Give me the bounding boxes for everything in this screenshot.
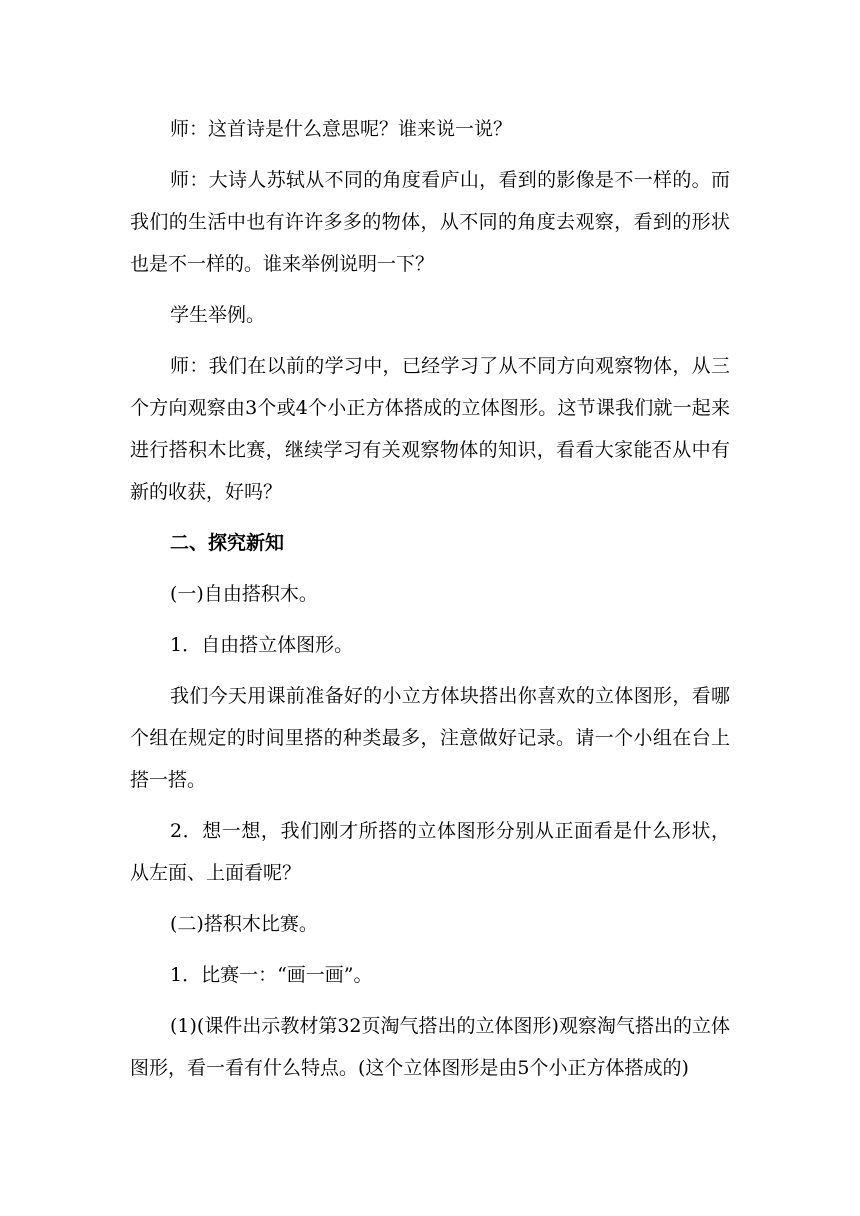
item-contest-one: 1．比赛一：“画一画”。 <box>170 964 373 986</box>
subheading-building-contest: (二)搭积木比赛。 <box>170 913 318 935</box>
paragraph-observe-figure: (1)(课件出示教材第32页淘气搭出的立体图形)观察淘气搭出的立体图形，看一看有什么特点。(这个立体图形是由5个小正方体搭成的) <box>130 1015 730 1079</box>
paragraph-teacher-introduction: 师：我们在以前的学习中，已经学习了从不同方向观察物体，从三个方向观察由3个或4个小正方体搭成的立体图形。这节课我们就一起来进行搭积木比赛，继续学习有关观察物体的知识，看看大家能否从中有新的收获，好吗？ <box>130 355 730 503</box>
document-page <box>130 108 730 1098</box>
item-free-build-shapes: 1．自由搭立体图形。 <box>170 634 354 656</box>
paragraph-build-instructions: 我们今天用课前准备好的小立方体块搭出你喜欢的立体图形，看哪个组在规定的时间里搭的种类最多，注意做好记录。请一个小组在台上搭一搭。 <box>130 685 730 791</box>
paragraph-student-examples: 学生举例。 <box>170 304 266 326</box>
paragraph-teacher-question: 师：这首诗是什么意思呢？谁来说一说？ <box>170 118 513 140</box>
item-think-views: 2．想一想，我们刚才所搭的立体图形分别从正面看是什么形状，从左面、上面看呢？ <box>130 820 730 884</box>
paragraph-teacher-poem-explanation: 师：大诗人苏轼从不同的角度看庐山，看到的影像是不一样的。而我们的生活中也有许许多多的物体，从不同的角度去观察，看到的形状也是不一样的。谁来举例说明一下？ <box>130 169 730 275</box>
section-heading-explore: 二、探究新知 <box>170 532 285 554</box>
subheading-free-building: (一)自由搭积木。 <box>170 583 318 605</box>
